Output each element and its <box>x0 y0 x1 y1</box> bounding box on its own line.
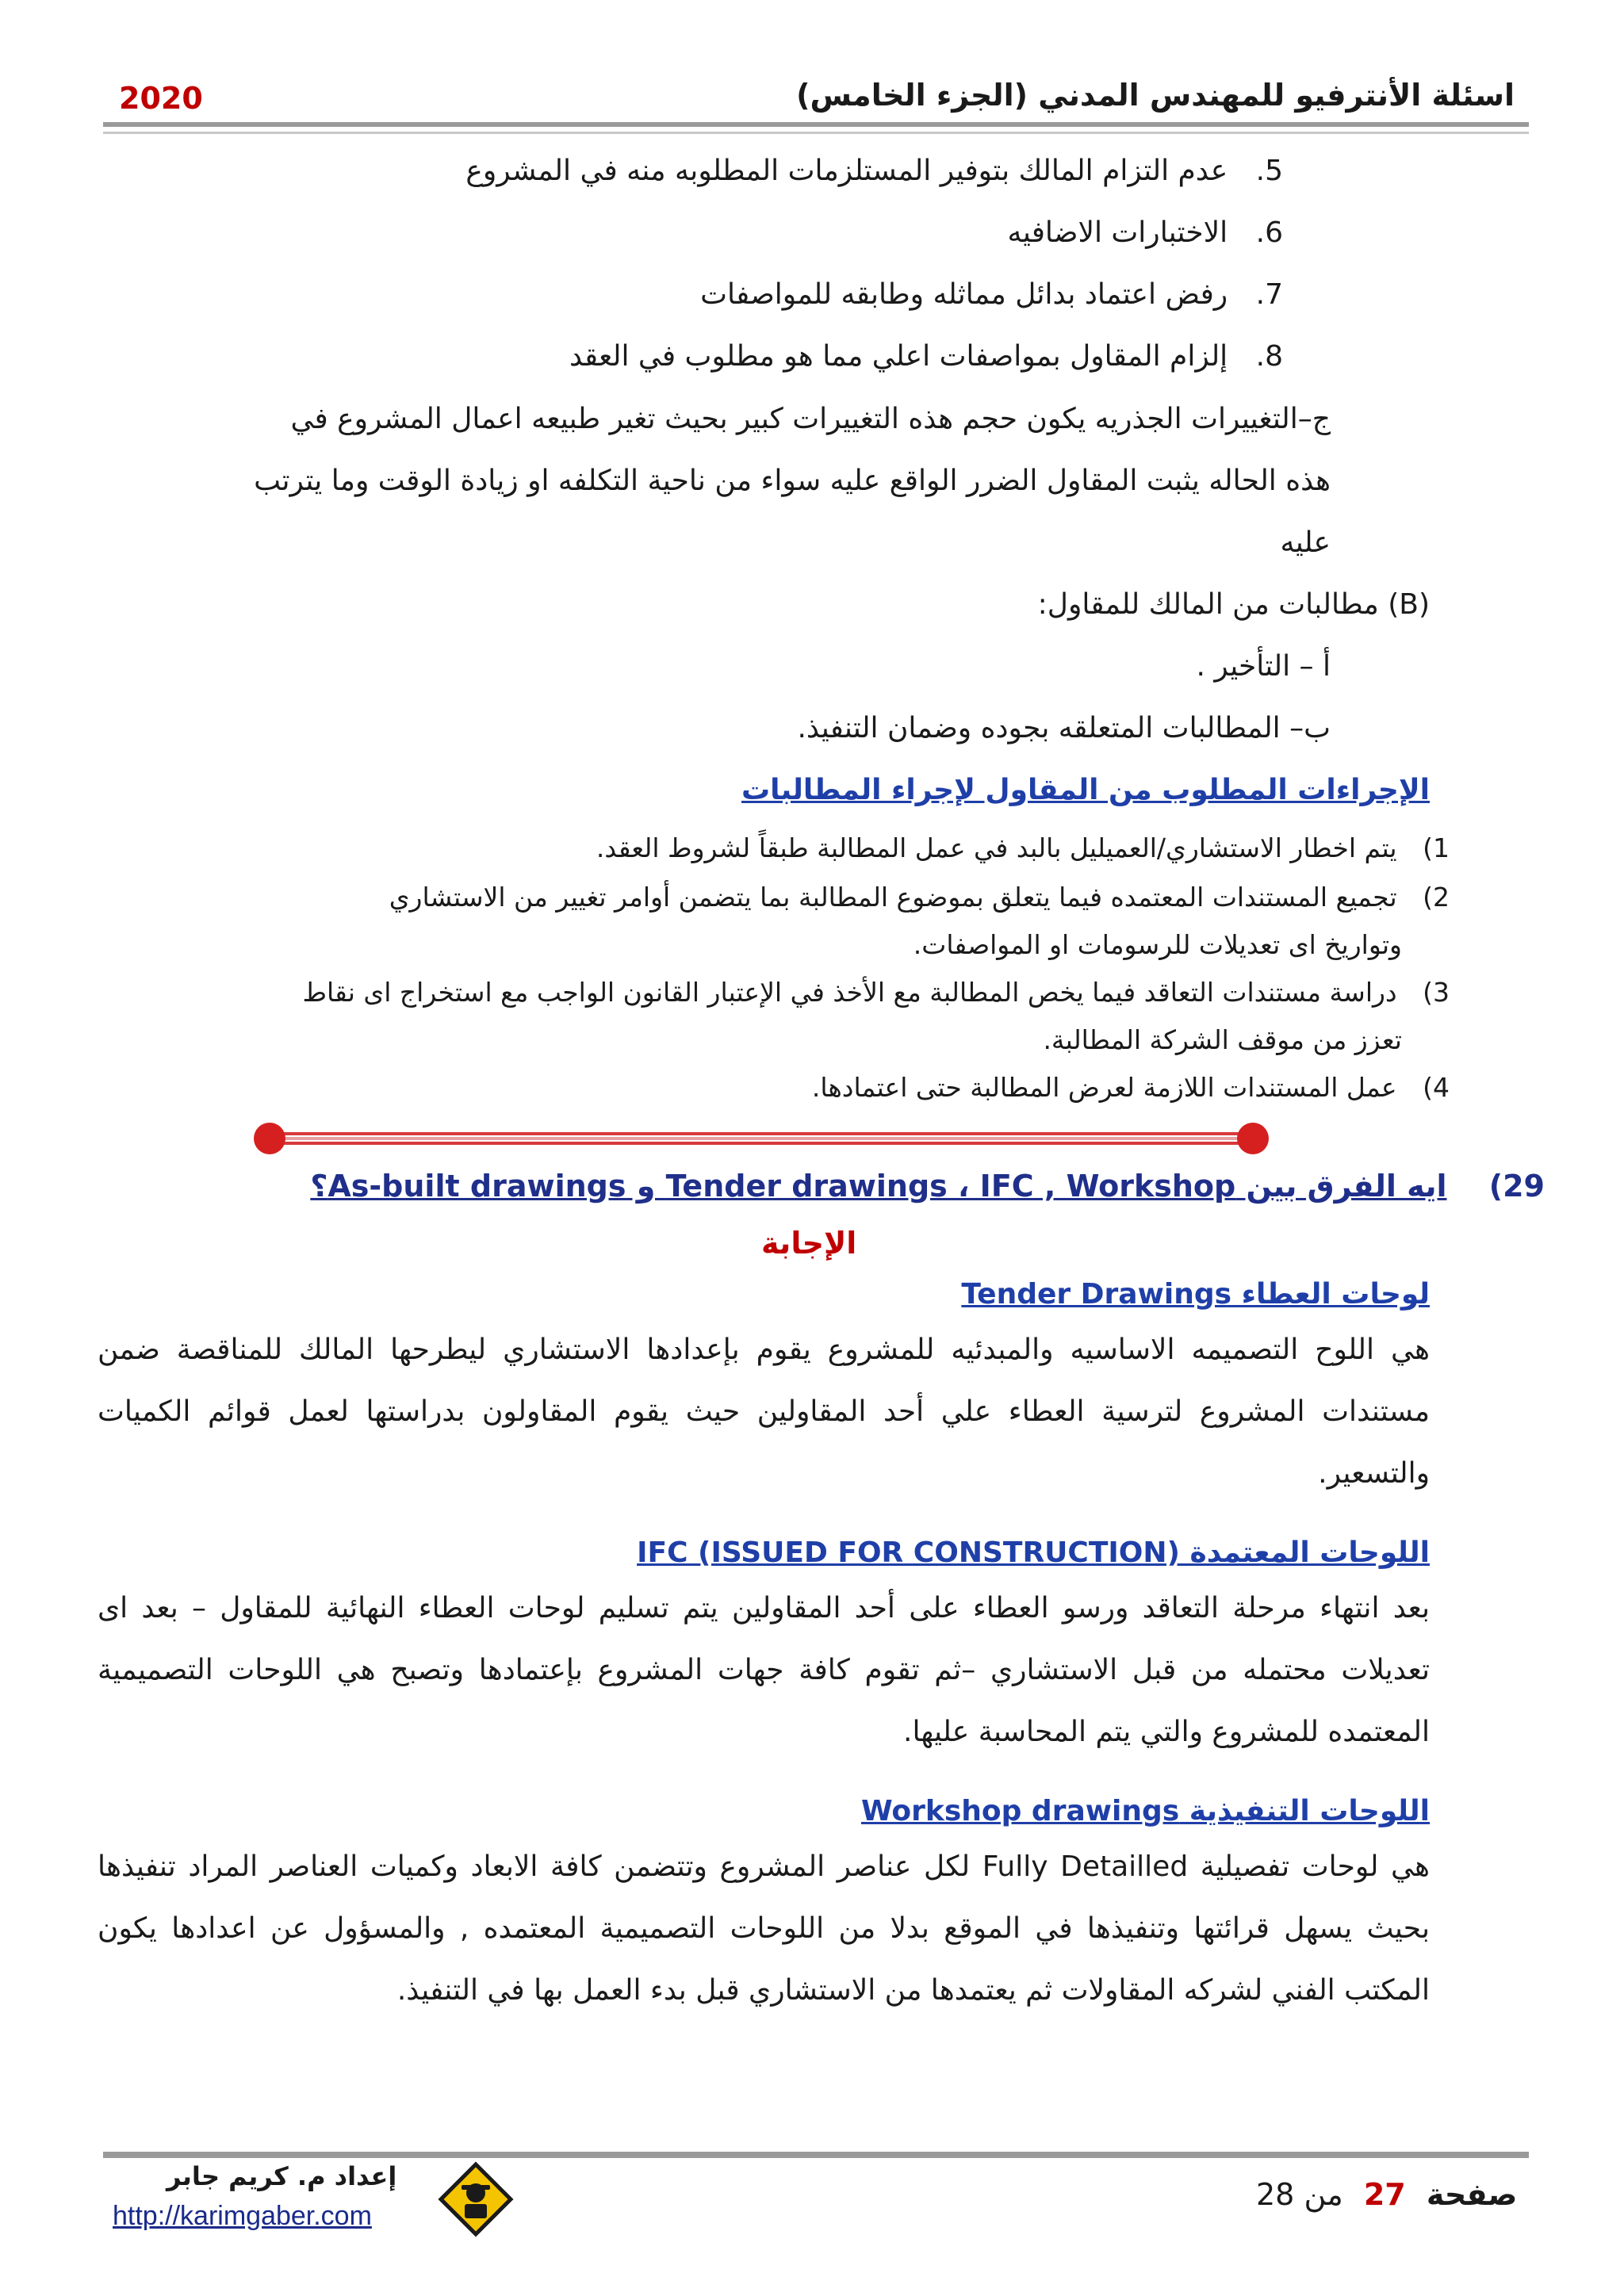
list-text: الاختبارات الاضافيه <box>1007 216 1228 249</box>
list-number: 7. <box>1255 278 1283 311</box>
list-number: 8. <box>1255 340 1283 373</box>
list-text: تجميع المستندات المعتمده فيما يتعلق بموضوع المطالبة بما يتضمن أوامر تغيير من الاستشاري <box>389 882 1397 913</box>
list-item: أ – التأخير . <box>1196 650 1331 683</box>
list-item <box>569 340 1283 373</box>
page-word: صفحة <box>1426 2177 1518 2212</box>
list-item <box>812 1072 1450 1103</box>
question-line <box>310 1169 1545 1203</box>
footer-rule <box>103 2152 1529 2158</box>
list-text-continued: تعزز من موقف الشركة المطالبة. <box>1043 1024 1402 1055</box>
procedures-heading-text: الإجراءات المطلوب من المقاول لإجراء المطالبات <box>741 774 1430 806</box>
list-item <box>700 278 1283 311</box>
section-divider <box>254 1116 1269 1161</box>
workshop-body: هي لوحات تفصيلية Fully Detailled لكل عناصر المشروع وتتضمن كافة الابعاد وكميات العناصر المراد تنفيذها بحيث يسهل قرائتها وتنفيذها في الموقع بدلا من اللوحات التصميمية المعتمده , والمسؤول عن اعدادها يكون المكتب الفني لشركه المقاولات ثم يعتمدها من الاستشاري قبل بدء العمل بها في التنفيذ. <box>98 1850 1430 2007</box>
paragraph-line: ج–التغييرات الجذريه يكون حجم هذه التغييرات كبير بحيث تغير طبيعه اعمال المشروع في <box>290 403 1331 435</box>
page-of: من <box>1304 2177 1343 2212</box>
list-number: 4) <box>1423 1072 1450 1103</box>
list-item <box>596 832 1450 863</box>
list-text: إلزام المقاول بمواصفات اعلي مما هو مطلوب في العقد <box>569 340 1228 373</box>
tender-heading-text: لوحات العطاء Tender Drawings <box>961 1278 1430 1311</box>
owner-claims-heading <box>478 588 1430 636</box>
paragraph-line: عليه <box>1280 526 1331 559</box>
workshop-heading <box>399 1795 1430 1843</box>
list-item <box>465 155 1283 187</box>
header-title: اسئلة الأنترفيو للمهندس المدني (الجزء الخامس) <box>796 78 1515 113</box>
question-number: 29) <box>1488 1169 1545 1203</box>
footer-author: إعداد م. كريم جابر <box>167 2161 397 2191</box>
claims-list <box>173 155 1283 408</box>
tender-body: هي اللوح التصميمه الاساسيه والمبدئيه للمشروع يقوم بإعدادها الاستشاري ليطرحها المالك للمناقصة ضمن مستندات المشروع لترسية العطاء علي أحد المقاولين حيث يقوم المقاولون بدراستها لعمل قوائم الكميات والتسعير. <box>98 1334 1430 1490</box>
header-year: 2020 <box>119 81 203 116</box>
list-text-continued: وتواريخ اى تعديلات للرسومات او المواصفات. <box>913 929 1402 960</box>
list-text: عمل المستندات اللازمة لعرض المطالبة حتى اعتمادها. <box>811 1072 1397 1103</box>
footer-link[interactable]: http://karimgaber.com <box>113 2201 372 2231</box>
list-number: 6. <box>1255 216 1283 249</box>
question <box>117 1169 1545 1216</box>
radical-changes <box>125 403 1331 593</box>
owner-claims-heading-text: (B) مطالبات من المالك للمقاول: <box>1037 588 1430 621</box>
list-text: دراسة مستندات التعاقد فيما يخص المطالبة مع الأخذ في الإعتبار القانون الواجب مع استخراج اى نقاط <box>302 977 1397 1008</box>
list-number: 5. <box>1255 155 1283 187</box>
list-text: رفض اعتماد بدائل مماثله وطابقه للمواصفات <box>700 278 1228 311</box>
list-item: ب– المطالبات المتعلقه بجوده وضمان التنفيذ. <box>797 712 1331 744</box>
paragraph-line: هذه الحاله يثبت المقاول الضرر الواقع عليه سواء من ناحية التكلفه او زيادة الوقت وما يترتب <box>254 465 1331 497</box>
procedures-heading <box>478 774 1430 821</box>
list-text: عدم التزام المالك بتوفير المستلزمات المطلوبه منه في المشروع <box>465 155 1228 187</box>
ifc-heading-text: اللوحات المعتمدة IFC (ISSUED FOR CONSTRUCTION) <box>637 1536 1430 1569</box>
ifc-heading <box>399 1536 1430 1584</box>
page-current: 27 <box>1363 2177 1406 2212</box>
owner-claims-list <box>379 650 1331 777</box>
list-number: 1) <box>1423 832 1450 863</box>
answer-label: الإجابة <box>761 1226 857 1261</box>
procedures-list <box>133 832 1450 1110</box>
list-item <box>389 882 1450 913</box>
page-indicator <box>1256 2177 1517 2212</box>
page-total: 28 <box>1256 2177 1295 2212</box>
tender-heading <box>399 1278 1430 1326</box>
engineer-logo-icon <box>438 2161 514 2237</box>
list-number: 3) <box>1423 977 1450 1008</box>
list-text: يتم اخطار الاستشاري/العميليل بالبد في عمل المطالبة طبقاً لشروط العقد. <box>596 832 1397 863</box>
ifc-body: بعد انتهاء مرحلة التعاقد ورسو العطاء على أحد المقاولين يتم تسليم لوحات العطاء النهائية للمقاول – بعد اى تعديلات محتمله من قبل الاستشاري –ثم تقوم كافة جهات المشروع بإعتمادها وتصبح هي اللوحات التصميمية المعتمده للمشروع والتي يتم المحاسبة عليها. <box>98 1592 1430 1748</box>
list-number: 2) <box>1423 882 1450 913</box>
header-rule <box>103 122 1529 127</box>
list-item <box>1008 216 1283 249</box>
header-rule-thin <box>103 132 1529 134</box>
list-item <box>302 977 1450 1008</box>
workshop-heading-text: اللوحات التنفيذية Workshop drawings <box>860 1795 1430 1827</box>
question-text: ايه الفرق بين Tender drawings ، IFC , Workshop و As-built drawings؟ <box>310 1169 1447 1203</box>
